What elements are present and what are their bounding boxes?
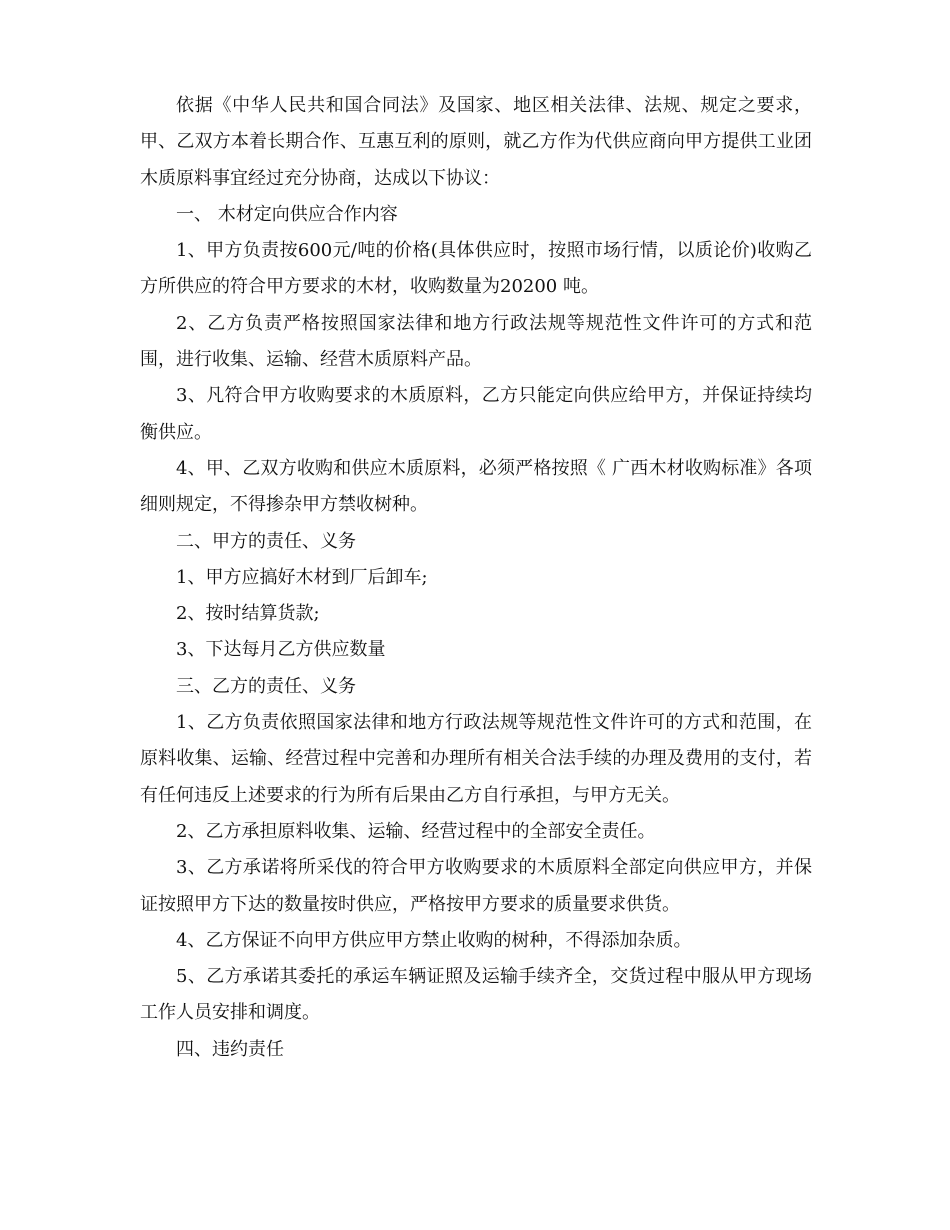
clause-3-5: 5、乙方承诺其委托的承运车辆证照及运输手续齐全，交货过程中服从甲方现场工作人员安排和调度。 <box>140 966 812 1024</box>
clause-2-2: 2、按时结算货款; <box>176 603 320 625</box>
clause-1-1: 1、甲方负责按600元/吨的价格(具体供应时，按照市场行情，以质论价)收购乙方所供应的符合甲方要求的木材，收购数量为20200 吨。 <box>140 240 812 298</box>
clause-3-1: 1、乙方负责依照国家法律和地方行政法规等规范性文件许可的方式和范围，在原料收集、运输、经营过程中完善和办理所有相关合法手续的办理及费用的支付，若有任何违反上述要求的行为所有后果由乙方自行承担，与甲方无关。 <box>140 712 812 806</box>
clause-1-3: 3、凡符合甲方收购要求的木质原料，乙方只能定向供应给甲方，并保证持续均衡供应。 <box>140 385 812 443</box>
section-heading-3: 三、乙方的责任、义务 <box>176 675 356 697</box>
clause-2-1: 1、甲方应搞好木材到厂后卸车; <box>176 566 428 588</box>
section-heading-4: 四、违约责任 <box>176 1038 284 1060</box>
clause-1-2: 2、乙方负责严格按照国家法律和地方行政法规等规范性文件许可的方式和范围，进行收集、运输、经营木质原料产品。 <box>140 312 812 371</box>
document-body <box>140 88 812 1068</box>
clause-3-4: 4、乙方保证不向甲方供应甲方禁止收购的树种，不得添加杂质。 <box>176 929 692 951</box>
section-heading-1: 一、 木材定向供应合作内容 <box>176 203 398 225</box>
preamble-paragraph: 依据《中华人民共和国合同法》及国家、地区相关法律、法规、规定之要求，甲、乙双方本着长期合作、互惠互利的原则，就乙方作为代供应商向甲方提供工业团木质原料事宜经过充分协商，达成以下协议： <box>140 95 812 189</box>
clause-1-4: 4、甲、乙双方收购和供应木质原料，必须严格按照《 广西木材收购标准》各项细则规定，不得掺杂甲方禁收树种。 <box>140 457 812 516</box>
clause-3-3: 3、乙方承诺将所采伐的符合甲方收购要求的木质原料全部定向供应甲方，并保证按照甲方下达的数量按时供应，严格按甲方要求的质量要求供货。 <box>140 857 812 915</box>
section-heading-2: 二、甲方的责任、义务 <box>176 530 356 552</box>
clause-2-3: 3、下达每月乙方供应数量 <box>176 639 386 661</box>
clause-3-2: 2、乙方承担原料收集、运输、经营过程中的全部安全责任。 <box>176 820 656 842</box>
